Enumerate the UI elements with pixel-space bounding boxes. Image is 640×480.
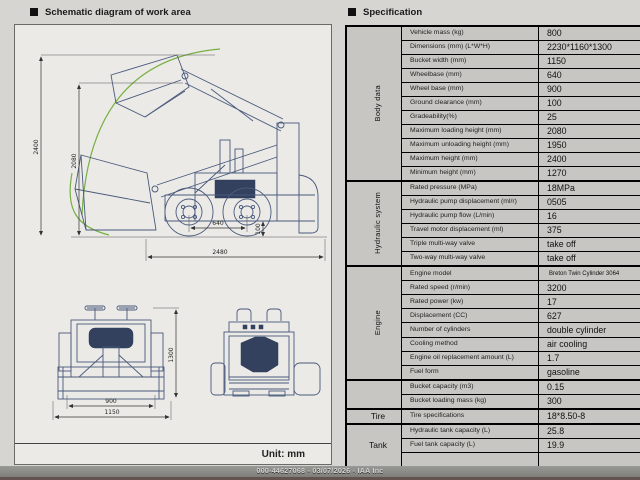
spec-item-name: Bucket loading mass (kg) [402, 394, 539, 409]
spec-item-value: 800 [539, 26, 640, 41]
spec-item-value: 1150 [539, 55, 640, 69]
spec-item-name: Bucket width (mm) [402, 55, 539, 69]
spec-item-name: Hydraulic pump flow (L/min) [402, 210, 539, 224]
spec-item-value: 25.8 [539, 424, 640, 439]
dim-ground-clearance-label: 100 [255, 223, 262, 235]
spec-item-value: 627 [539, 309, 640, 323]
spec-item-name: Cooling method [402, 337, 539, 351]
unit-label: Unit: mm [261, 448, 305, 460]
spec-item-name [402, 452, 539, 467]
spec-item-name: Wheelbase (mm) [402, 69, 539, 83]
spec-item-value: air cooling [539, 337, 640, 351]
spec-item-name: Hydraulic pump displacement (ml/r) [402, 196, 539, 210]
spec-row [346, 266, 640, 281]
spec-title: Specification [363, 6, 423, 18]
spec-item-name: Tire specifications [402, 409, 539, 424]
spec-item-name: Vehicle mass (kg) [402, 26, 539, 41]
schematic-panel [14, 24, 332, 465]
spec-item-name: Displacement (CC) [402, 309, 539, 323]
footer-bar [0, 466, 640, 480]
specification-table [345, 25, 640, 468]
spec-item-name: Maximum unloading height (mm) [402, 139, 539, 153]
dim-overall-length-label: 2480 [212, 249, 228, 256]
spec-item-value: 300 [539, 394, 640, 409]
spec-item-name: Gradeability(%) [402, 111, 539, 125]
dim-wheelbase-label: 640 [212, 220, 224, 227]
spec-item-name: Wheel base (mm) [402, 83, 539, 97]
spec-item-name: Rated pressure (MPa) [402, 181, 539, 196]
spec-item-value: 18*8.50-8 [539, 409, 640, 424]
spec-table-body [346, 26, 640, 467]
diagram-section-header [30, 5, 191, 19]
spec-item-name: Travel motor displacement (ml) [402, 224, 539, 238]
side-view-dimensions [33, 55, 325, 261]
spec-group-label: Engine [346, 266, 402, 379]
spec-item-name: Bucket capacity (m3) [402, 380, 539, 395]
spec-item-value [539, 452, 640, 467]
spec-item-value: 0505 [539, 196, 640, 210]
side-view-drawing [70, 49, 327, 237]
dim-front-outer-width-label: 1150 [104, 409, 120, 416]
spec-item-name: Number of cylinders [402, 323, 539, 337]
spec-item-value: 640 [539, 69, 640, 83]
spec-group-label [346, 380, 402, 409]
section-bullet-icon [30, 8, 38, 16]
spec-section-header [348, 5, 422, 19]
spec-item-value: double cylinder [539, 323, 640, 337]
spec-item-value: 2400 [539, 153, 640, 167]
spec-item-value: 1.7 [539, 351, 640, 365]
spec-item-name: Two-way multi-way valve [402, 252, 539, 267]
spec-item-value: 2230*1160*1300 [539, 41, 640, 55]
spec-item-value: take off [539, 252, 640, 267]
work-area-schematic [15, 25, 331, 443]
front-view-dimensions [53, 308, 179, 420]
spec-item-value: 19.9 [539, 438, 640, 452]
spec-item-value: 1950 [539, 139, 640, 153]
spec-group-label: Hydraulic system [346, 181, 402, 266]
unit-label-bar [15, 443, 331, 464]
spec-item-value: 900 [539, 83, 640, 97]
spec-item-value: 375 [539, 224, 640, 238]
rear-view-drawing [211, 309, 320, 396]
spec-item-value: Breton Twin Cylinder 3064 [539, 266, 640, 281]
spec-group-label: Tire [346, 409, 402, 424]
footer-text: 000-44627068 - 03/07/2026 - IAA Inc [256, 468, 384, 475]
dim-front-height-label: 1300 [168, 347, 175, 363]
spec-item-value: 17 [539, 295, 640, 309]
spec-group-label: Tank [346, 424, 402, 467]
spec-item-name: Maximum loading height (mm) [402, 125, 539, 139]
dim-max-height-label: 2400 [33, 139, 40, 155]
spec-item-value: 100 [539, 97, 640, 111]
spec-item-value: 0.15 [539, 380, 640, 395]
diagram-title: Schematic diagram of work area [45, 6, 191, 18]
spec-row [346, 380, 640, 395]
spec-item-name: Hydraulic tank capacity (L) [402, 424, 539, 439]
spec-item-name: Fuel tank capacity (L) [402, 438, 539, 452]
spec-row [346, 26, 640, 41]
spec-item-name: Maximum height (mm) [402, 153, 539, 167]
spec-item-value: take off [539, 238, 640, 252]
spec-item-value: 25 [539, 111, 640, 125]
spec-row [346, 409, 640, 424]
spec-item-name: Dimensions (mm) (L*W*H) [402, 41, 539, 55]
spec-item-name: Ground clearance (mm) [402, 97, 539, 111]
spec-item-value: 1270 [539, 167, 640, 182]
spec-item-name: Engine oil replacement amount (L) [402, 351, 539, 365]
spec-group-label: Body data [346, 26, 402, 181]
spec-row [346, 181, 640, 196]
spec-item-name: Triple multi-way valve [402, 238, 539, 252]
spec-item-value: 2080 [539, 125, 640, 139]
spec-item-name: Engine model [402, 266, 539, 281]
spec-item-name: Rated speed (r/min) [402, 281, 539, 295]
dim-loading-height-label: 2080 [71, 153, 78, 169]
spec-row [346, 424, 640, 439]
section-bullet-icon [348, 8, 356, 16]
spec-item-value: 16 [539, 210, 640, 224]
spec-item-name: Fuel form [402, 365, 539, 380]
spec-item-value: 18MPa [539, 181, 640, 196]
front-view-drawing [58, 306, 164, 399]
spec-item-name: Minimum height (mm) [402, 167, 539, 182]
spec-item-value: 3200 [539, 281, 640, 295]
spec-item-value: gasoline [539, 365, 640, 380]
spec-item-name: Rated power (kw) [402, 295, 539, 309]
dim-front-inner-width-label: 900 [105, 398, 117, 405]
